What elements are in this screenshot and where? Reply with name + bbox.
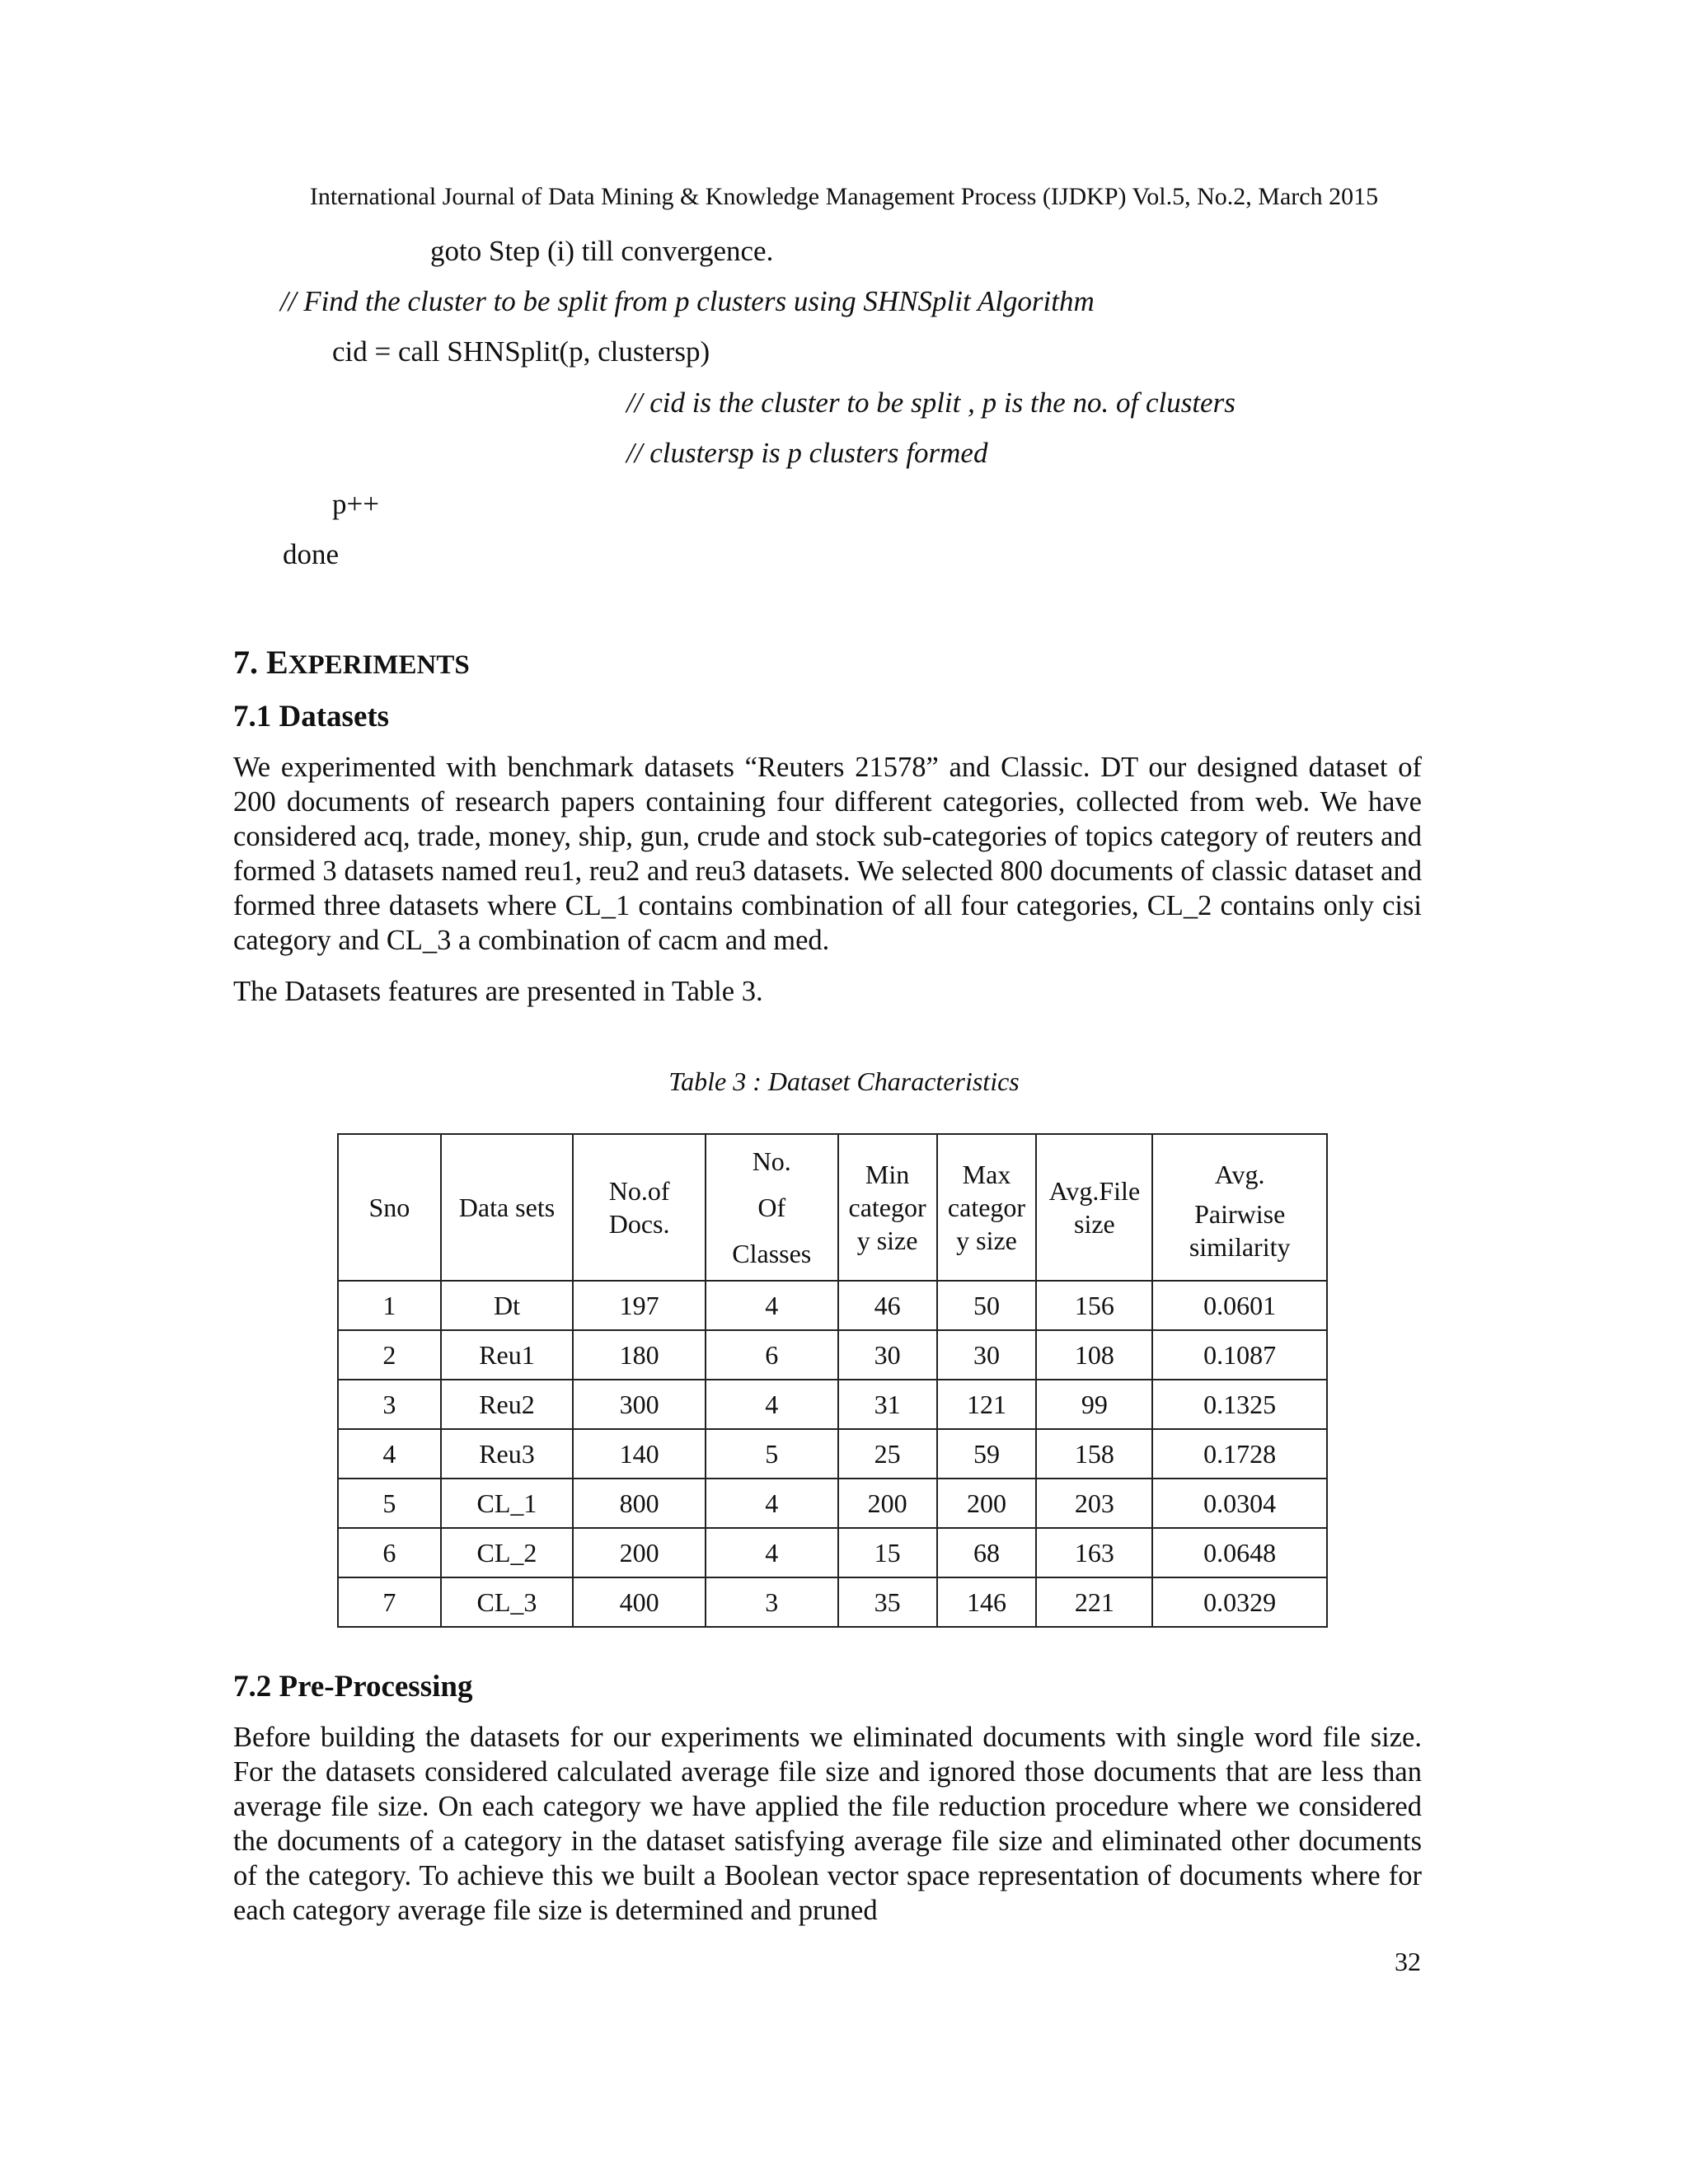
code-comment-cid: // cid is the cluster to be split , p is the no. of clusters [626,387,1236,419]
running-header: International Journal of Data Mining & Knowledge Management Process (IJDKP) Vol.5, No.2, March 2015 [309,183,1379,210]
cell-avg-file-size: 156 [1036,1281,1152,1330]
cell-max-size: 68 [937,1528,1037,1577]
table-row [338,1577,1327,1627]
table-caption: Table 3 : Dataset Characteristics [668,1066,1020,1096]
table-row [338,1281,1327,1330]
table-row [338,1380,1327,1429]
cell-sno: 4 [338,1429,441,1479]
cell-avg-file-size: 163 [1036,1528,1152,1577]
cell-avg-similarity: 0.1728 [1152,1429,1327,1479]
cell-classes: 5 [706,1429,838,1479]
cell-classes: 4 [706,1281,838,1330]
cell-avg-file-size: 221 [1036,1577,1152,1627]
cell-classes: 4 [706,1380,838,1429]
cell-docs: 140 [573,1429,706,1479]
cell-min-size: 31 [838,1380,937,1429]
cell-min-size: 15 [838,1528,937,1577]
cell-dataset: CL_1 [441,1479,574,1528]
code-line-increment: p++ [332,488,379,520]
cell-avg-file-size: 99 [1036,1380,1152,1429]
subsection-heading-datasets: 7.1 Datasets [233,700,390,733]
cell-avg-similarity: 0.0648 [1152,1528,1327,1577]
header-max-category-size: Max categor y size [937,1134,1037,1281]
cell-max-size: 30 [937,1330,1037,1380]
cell-avg-file-size: 108 [1036,1330,1152,1380]
table-row [338,1528,1327,1577]
cell-sno: 2 [338,1330,441,1380]
cell-max-size: 200 [937,1479,1037,1528]
cell-sno: 3 [338,1380,441,1429]
header-no-of-classes: No. Of Classes [706,1134,838,1281]
cell-avg-similarity: 0.0601 [1152,1281,1327,1330]
cell-dataset: Reu3 [441,1429,574,1479]
cell-min-size: 200 [838,1479,937,1528]
header-avg-pairwise-similarity: Avg. Pairwise similarity [1152,1134,1327,1281]
code-line-done: done [283,538,340,570]
page-number: 32 [1395,1947,1421,1976]
cell-docs: 180 [573,1330,706,1380]
cell-avg-similarity: 0.0304 [1152,1479,1327,1528]
table-header-row [338,1134,1327,1281]
paragraph-preprocessing: Before building the datasets for our experiments we eliminated documents with single word file size. For the datasets considered calculated average file size and ignored those documents that are less than average file size. On each category we have applied the file reduction procedure where we considered the documents of a category in the dataset satisfying average file size and eliminated other documents of the category. To achieve this we built a Boolean vector space representation of documents where for each category average file size is determined and pruned [233,1722,1422,1926]
cell-min-size: 46 [838,1281,937,1330]
cell-sno: 1 [338,1281,441,1330]
cell-docs: 400 [573,1577,706,1627]
cell-docs: 300 [573,1380,706,1429]
cell-max-size: 146 [937,1577,1037,1627]
cell-max-size: 121 [937,1380,1037,1429]
header-datasets: Data sets [441,1134,574,1281]
section-heading-experiments: 7. EXPERIMENTS [233,644,470,681]
cell-dataset: Reu1 [441,1330,574,1380]
cell-docs: 800 [573,1479,706,1528]
paragraph-datasets: We experimented with benchmark datasets “Reuters 21578” and Classic. DT our designed dataset of 200 documents of research papers containing four different categories, collected from web. We have considered acq, trade, money, ship, gun, crude and stock sub-categories of topics category of reuters and formed 3 datasets named reu1, reu2 and reu3 datasets. We selected 800 documents of classic dataset and formed three datasets where CL_1 contains combination of all four categories, CL_2 contains only cisi category and CL_3 a combination of cacm and med. [233,752,1422,956]
cell-dataset: CL_3 [441,1577,574,1627]
code-line-cid-call: cid = call SHNSplit(p, clustersp) [332,335,710,368]
cell-classes: 4 [706,1528,838,1577]
header-sno: Sno [338,1134,441,1281]
table-row [338,1429,1327,1479]
cell-classes: 3 [706,1577,838,1627]
cell-avg-similarity: 0.1087 [1152,1330,1327,1380]
cell-max-size: 59 [937,1429,1037,1479]
cell-sno: 5 [338,1479,441,1528]
cell-dataset: Dt [441,1281,574,1330]
cell-max-size: 50 [937,1281,1037,1330]
cell-avg-file-size: 158 [1036,1429,1152,1479]
header-avg-file-size: Avg.File size [1036,1134,1152,1281]
code-comment-clustersp: // clustersp is p clusters formed [626,437,988,469]
cell-min-size: 35 [838,1577,937,1627]
cell-min-size: 30 [838,1330,937,1380]
cell-dataset: CL_2 [441,1528,574,1577]
cell-sno: 6 [338,1528,441,1577]
subsection-heading-preprocessing: 7.2 Pre-Processing [233,1670,473,1704]
table-row [338,1330,1327,1380]
header-no-of-docs: No.of Docs. [573,1134,706,1281]
cell-docs: 200 [573,1528,706,1577]
cell-min-size: 25 [838,1429,937,1479]
paragraph-table-reference: The Datasets features are presented in Table 3. [233,976,763,1007]
cell-sno: 7 [338,1577,441,1627]
cell-classes: 6 [706,1330,838,1380]
code-comment-find-cluster: // Find the cluster to be split from p clusters using SHNSplit Algorithm [280,285,1095,317]
cell-avg-similarity: 0.1325 [1152,1380,1327,1429]
cell-classes: 4 [706,1479,838,1528]
dataset-characteristics-table [337,1133,1328,1628]
cell-docs: 197 [573,1281,706,1330]
code-line-goto: goto Step (i) till convergence. [430,235,774,267]
table-row [338,1479,1327,1528]
cell-dataset: Reu2 [441,1380,574,1429]
cell-avg-similarity: 0.0329 [1152,1577,1327,1627]
header-min-category-size: Min categor y size [838,1134,937,1281]
cell-avg-file-size: 203 [1036,1479,1152,1528]
